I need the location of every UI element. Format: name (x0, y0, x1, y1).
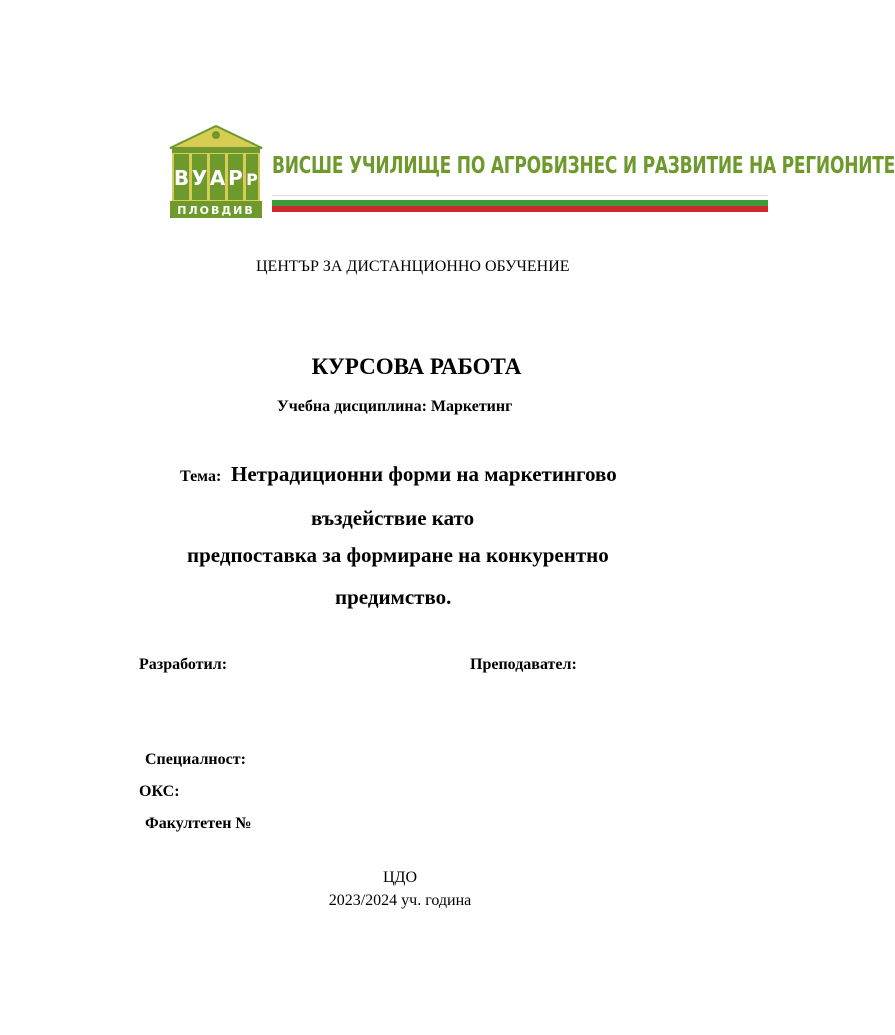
developed-by-label: Разработил: (139, 656, 228, 673)
discipline-line: Учебна дисциплина: Маркетинг (277, 398, 513, 415)
theme-line-3: предпоставка за формиране на конкурентно (187, 543, 609, 567)
svg-text:Р: Р (246, 170, 258, 189)
svg-text:А: А (209, 166, 226, 190)
theme-line-4: предимство. (335, 585, 452, 609)
theme-line-2: въздействие като (311, 506, 475, 530)
university-logo (168, 124, 264, 220)
svg-text:В: В (173, 166, 190, 190)
teacher-label: Преподавател: (470, 656, 577, 673)
oks-label: ОКС: (139, 783, 180, 800)
svg-text:ПЛОВДИВ: ПЛОВДИВ (177, 204, 255, 217)
specialty-label: Специалност: (145, 751, 246, 768)
department-heading: ЦЕНТЪР ЗА ДИСТАНЦИОННО ОБУЧЕНИЕ (256, 258, 570, 275)
theme-label: Тема: (180, 468, 222, 485)
faculty-number-label: Факултетен № (145, 815, 252, 832)
university-name: ВИСШЕ УЧИЛИЩЕ ПО АГРОБИЗНЕС И РАЗВИТИЕ НА РЕГИОНИТЕ (272, 153, 895, 179)
footer-academic-year: 2023/2024 уч. година (328, 892, 472, 909)
theme-line-1: Нетрадиционни форми на маркетингово (231, 462, 617, 486)
tricolor-flag-stripe (272, 195, 768, 212)
footer-cdo: ЦДО (382, 869, 418, 886)
svg-text:Р: Р (228, 166, 243, 190)
document-title: КУРСОВА РАБОТА (311, 354, 522, 379)
svg-text:У: У (191, 166, 208, 190)
